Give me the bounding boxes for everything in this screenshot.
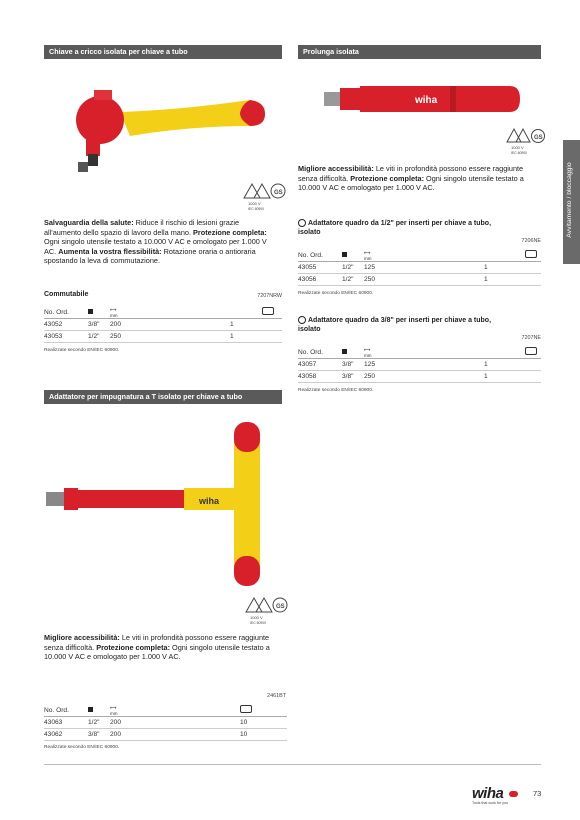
tbar-certification-icon <box>240 590 290 626</box>
pack-icon <box>525 250 537 258</box>
adapter-38-table: No. Ord. ⟷ mm 43057 3/8" 125 1 43058 3/8" 250 1 <box>298 346 541 383</box>
page-number: 73 <box>533 789 542 798</box>
ratchet-product-image <box>60 80 270 190</box>
table-row: 43052 3/8" 200 1 <box>44 319 282 331</box>
square-drive-icon <box>342 252 347 257</box>
tbar-product-image <box>44 418 284 588</box>
circle-bullet-icon <box>298 219 306 227</box>
brand-tagline: Tools that work for you <box>472 801 508 805</box>
tbar-section-header: Adattatore per impugnatura a T isolato per chiave a tubo <box>44 390 282 404</box>
table-row: 43058 3/8" 250 1 <box>298 371 541 383</box>
adapter-38-note: Realizzate secondo EN/IEC 60900. <box>298 388 374 393</box>
adapter-half-table: No. Ord. ⟷ mm 43055 1/2" 125 1 43056 1/2" 250 1 <box>298 249 541 286</box>
extension-description: Migliore accessibilità: Le viti in profondità possono essere raggiunte senza difficoltà. Protezione completa: Ogni singolo utensile testato a 10.000 V AC e omologato per 1.000 V AC. <box>298 164 524 193</box>
ratchet-table: No. Ord. ⟷ mm 43052 3/8" 200 1 43053 1/2" 250 1 <box>44 306 282 343</box>
ratchet-description: Salvaguardia della salute: Riduce il rischio di lesioni grazie all'aumento dello spazio di lavoro della mano. Protezione completa: Ogni singolo utensile testato a 10.000 V AC e omologato per 1.000 V AC. Aumenta la vostra flessibilità: Rotazione oraria o antioraria spostando la leva di commutazione. <box>44 218 267 266</box>
extension-certification-icon <box>503 122 547 156</box>
circle-bullet-icon <box>298 316 306 324</box>
footer-divider <box>44 764 541 765</box>
ratchet-code: 7207NRW <box>257 293 282 299</box>
table-row: 43057 3/8" 125 1 <box>298 359 541 371</box>
pack-icon <box>525 347 537 355</box>
length-mm-icon: ⟷ mm <box>110 704 118 716</box>
length-mm-icon: ⟷ mm <box>364 249 372 261</box>
svg-text:1000 V: 1000 V <box>511 145 524 150</box>
ratchet-note: Realizzate secondo EN/IEC 60900. <box>44 348 120 353</box>
ratchet-subtitle: Commutabile <box>44 291 89 298</box>
adapter-38-title: Adattatore quadro da 3/8" per inserti per chiave a tubo, isolato <box>298 317 492 333</box>
adapter-half-code: 7206NE <box>521 238 541 244</box>
ratchet-certification-icon <box>238 176 288 212</box>
svg-text:IEC 60900: IEC 60900 <box>511 151 528 155</box>
tbar-table: No. Ord. ⟷ mm 43063 1/2" 200 10 43062 3/8" 200 10 <box>44 704 287 741</box>
wiha-logo-badge-icon <box>509 791 518 797</box>
table-row: 43063 1/2" 200 10 <box>44 717 287 729</box>
cert-voltage: 1000 V <box>248 201 261 206</box>
ratchet-section-header: Chiave a cricco isolata per chiave a tubo <box>44 45 282 59</box>
tbar-description: Migliore accessibilità: Le viti in profondità possono essere raggiunte senza difficoltà. Protezione completa: Ogni singolo utensile testato a 10.000 V AC e omologato per 1.000 V AC. <box>44 633 270 662</box>
svg-text:GS: GS <box>534 135 543 141</box>
pack-icon <box>262 307 274 315</box>
wiha-brand-logo: wiha Tools that work for you <box>472 785 518 805</box>
gs-mark: GS <box>274 190 283 196</box>
length-mm-icon: ⟷ mm <box>110 306 118 318</box>
extension-section-header: Prolunga isolata <box>298 45 541 59</box>
extension-product-image <box>320 78 530 128</box>
pack-icon <box>240 705 252 713</box>
wiha-logo-mark: wiha <box>415 95 438 106</box>
wiha-logo-mark: wiha <box>199 496 220 506</box>
adapter-38-code: 7207NE <box>521 335 541 341</box>
adapter-half-note: Realizzate secondo EN/IEC 60900. <box>298 291 374 296</box>
svg-text:GS: GS <box>276 604 285 610</box>
table-row: 43062 3/8" 200 10 <box>44 729 287 741</box>
svg-text:1000 V: 1000 V <box>250 615 263 620</box>
adapter-half-title: Adattatore quadro da 1/2" per inserti per chiave a tubo, isolato <box>298 220 492 236</box>
cert-standard: IEC 60900 <box>248 207 265 211</box>
table-row: 43055 1/2" 125 1 <box>298 262 541 274</box>
tbar-code: 2461BT <box>267 693 286 699</box>
svg-text:IEC 60900: IEC 60900 <box>250 621 267 625</box>
square-drive-icon <box>88 309 93 314</box>
tbar-note: Realizzate secondo EN/IEC 60900. <box>44 745 120 750</box>
chapter-side-tab: Avvitamento / bloccaggio <box>563 140 580 264</box>
table-row: 43056 1/2" 250 1 <box>298 274 541 286</box>
square-drive-icon <box>88 707 93 712</box>
square-drive-icon <box>342 349 347 354</box>
table-row: 43053 1/2" 250 1 <box>44 331 282 343</box>
length-mm-icon: ⟷ mm <box>364 346 372 358</box>
